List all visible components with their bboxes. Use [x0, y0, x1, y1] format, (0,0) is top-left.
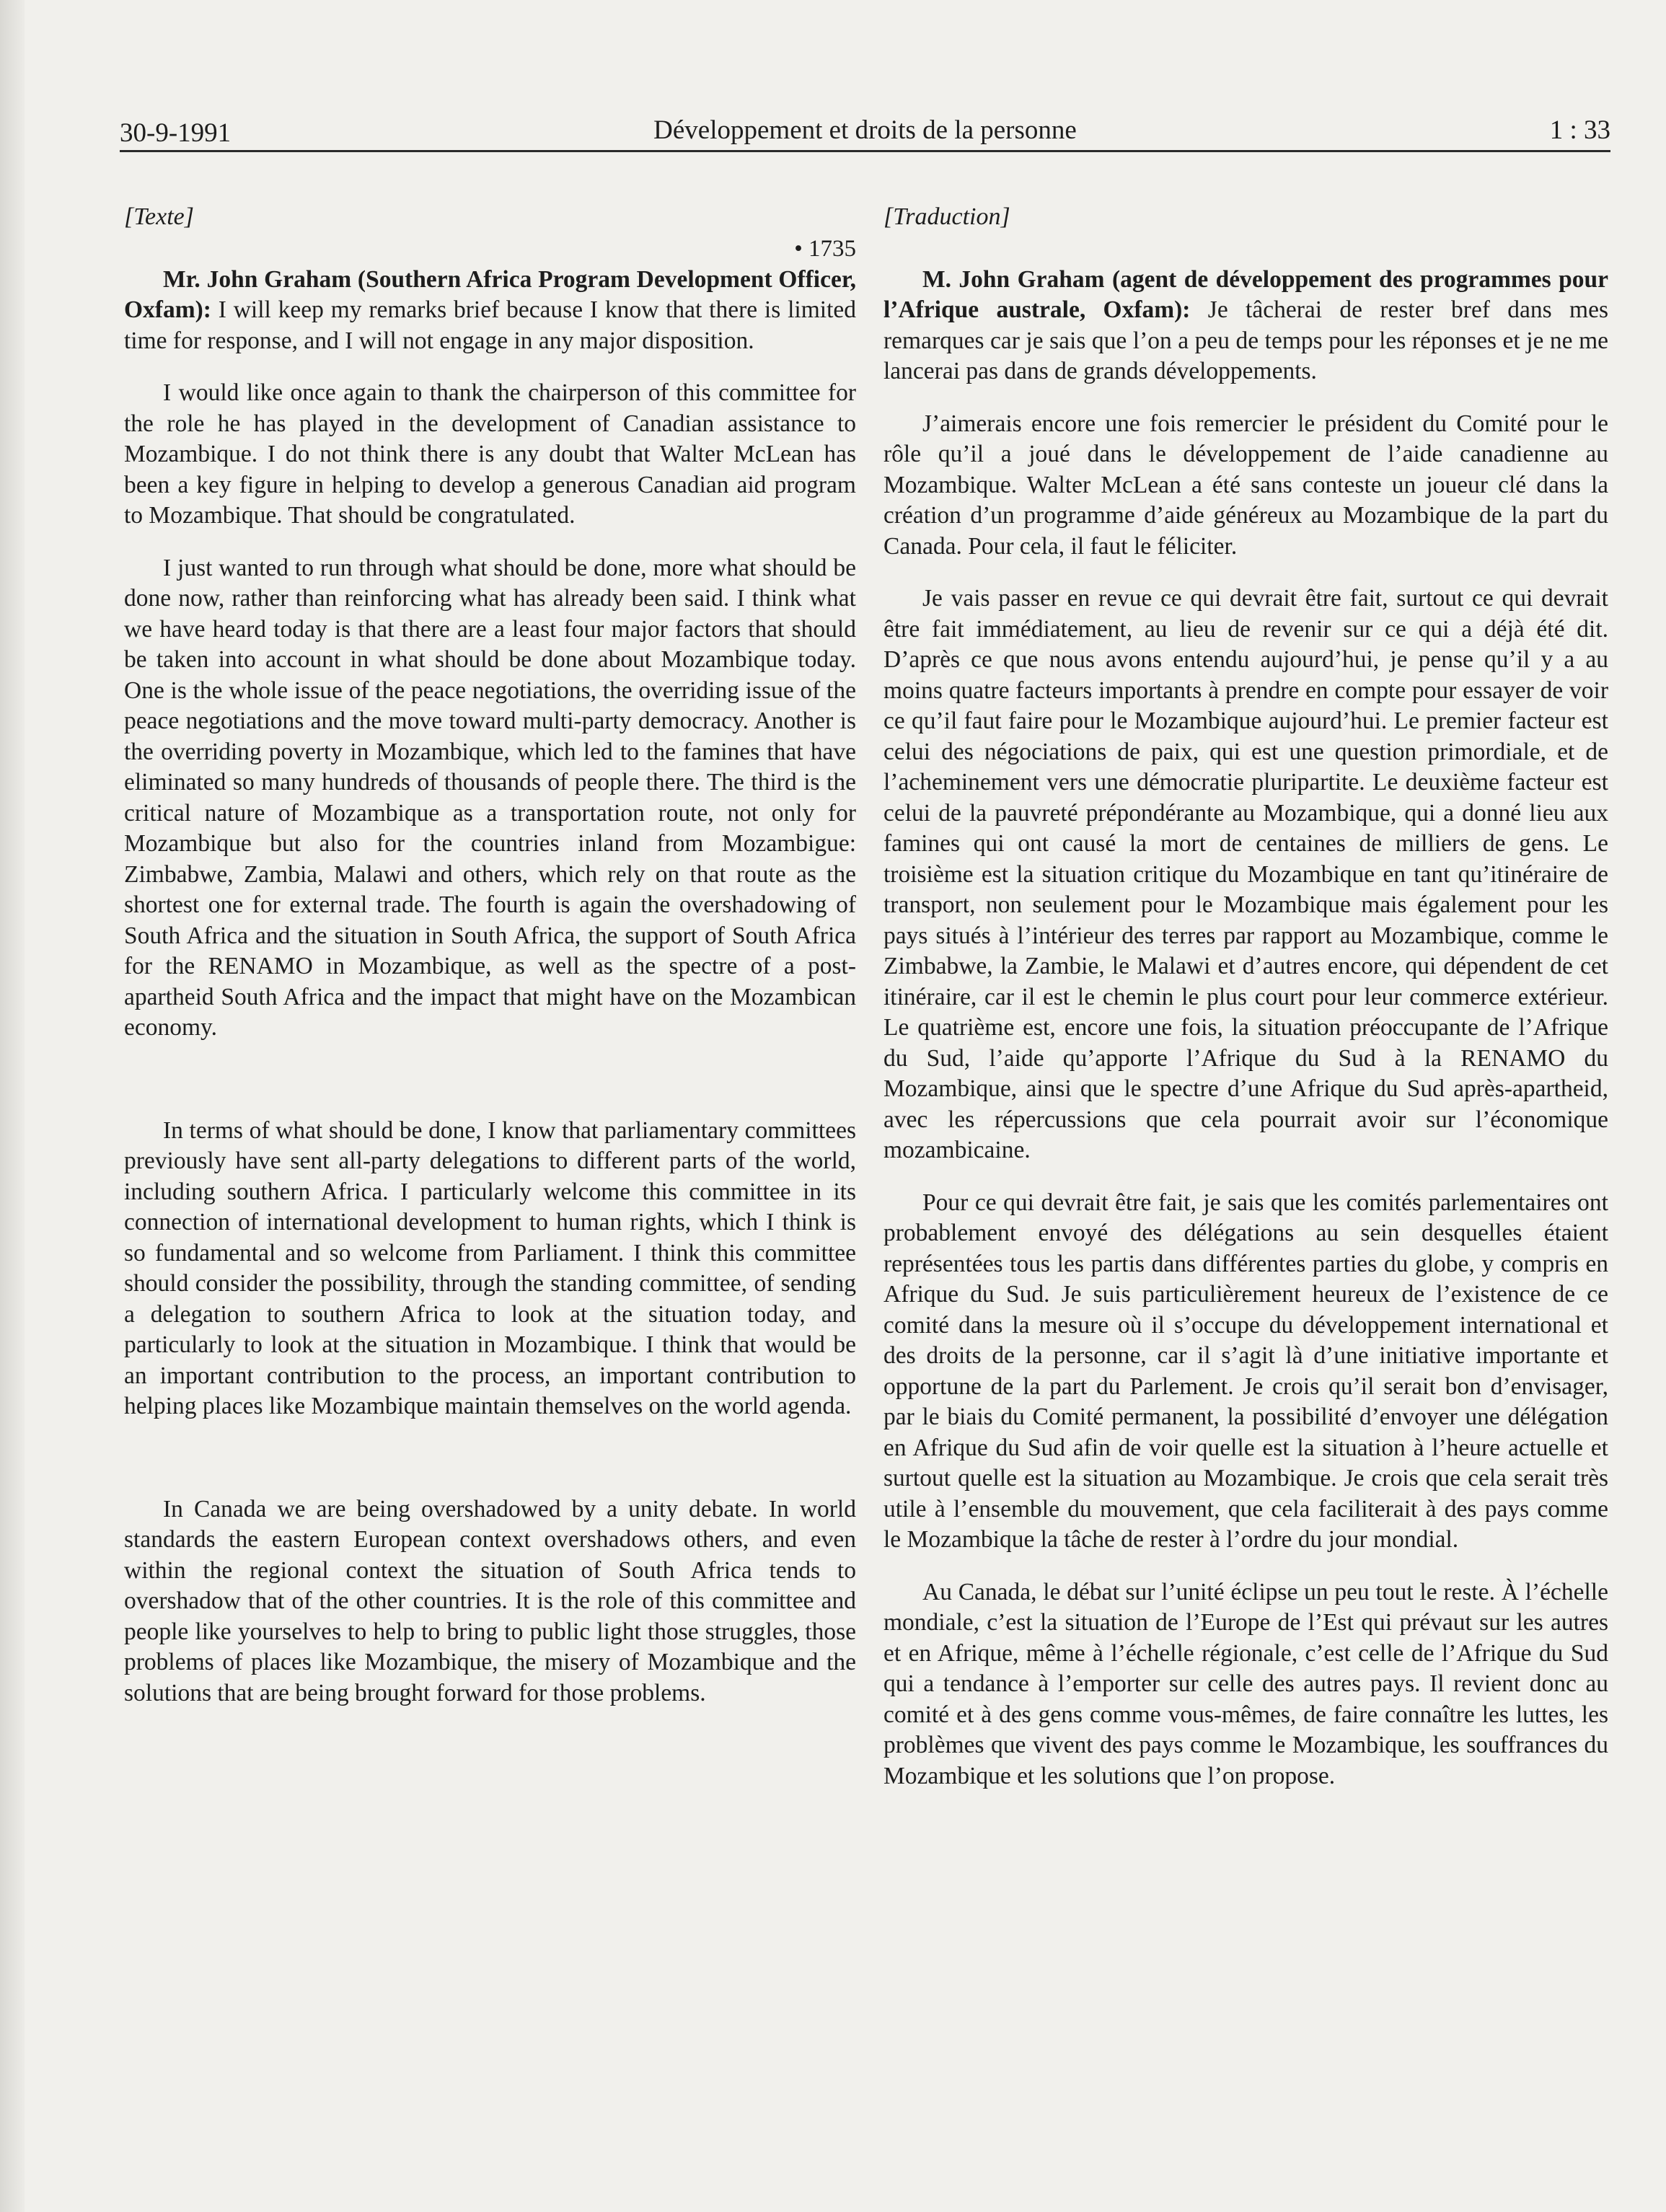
speaker-name: Mr. John Graham (Southern Africa Program Development Officer, Oxfam): — [124, 265, 856, 323]
paragraph-1 — [883, 265, 1608, 387]
paragraph-5: Au Canada, le débat sur l’unité éclipse un peu tout le reste. À l’échelle mondiale, c’est la situation de l’Europe de l’Est qui prévaut sur les autres et en Afrique, même à l’échelle régionale, c’est celle de l’Afrique du Sud qui a tendance à l’emporter sur celle des autres pays. Il revient donc au comité et à des gens comme vous-mêmes, de faire connaître les luttes, les problèmes que vivent des pays comme le Mozambique, les souffrances du Mozambique et les solutions que l’on propose. — [883, 1578, 1608, 1789]
paragraph-1-text: Je tâcherai de rester bref dans mes remarques car je sais que l’on a peu de temps pour les réponses et je ne me lancerai pas dans de grands développements. — [883, 296, 1609, 384]
language-label: [Texte] — [124, 203, 194, 230]
header-title: Développement et droits de la personne — [653, 115, 1077, 145]
header-date: 30-9-1991 — [120, 118, 232, 148]
paragraph-5: In Canada we are being overshadowed by a unity debate. In world standards the eastern European context overshadows others, and even within the regional context the situation of South Africa tends to overshadow that of the other countries. It is the role of this committee and people like yourselves to help to bring to public light those struggles, those problems of places like Mozambique, the misery of Mozambique and the solutions that are being brought forward for those problems. — [124, 1495, 856, 1706]
header-rule — [120, 150, 1610, 152]
paragraph-1 — [124, 265, 856, 357]
paragraph-3: I just wanted to run through what should be done, more what should be done now, rather than reinforcing what has already been said. I think what we have heard today is that there are a least four major factors that should be taken into account in what should be done about Mozambique today. One is the whole issue of the peace negotiations, the overriding issue of the peace negotiations and the move toward multi-party democracy. Another is the overriding poverty in Mozambique, which led to the famines that have eliminated so many hundreds of thousands of people there. The third is the critical nature of Mozambique as a transportation route, not only for Mozambique but also for the countries inland from Mozambigue: Zimbabwe, Zambia, Malawi and others, which rely on that route as the shortest one for external trade. The fourth is again the overshadowing of South Africa and the situation in South Africa, the support of South Africa for the RENAMO in Mozambique, as well as the spectre of a post-apartheid South Africa and the impact that might have on the Mozambican economy. — [124, 554, 856, 1041]
page-header — [120, 107, 1610, 153]
paragraph-3: Je vais passer en revue ce qui devrait être fait, surtout ce qui devrait être fait immédiatement, au lieu de revenir sur ce qui a déjà été dit. D’après ce que nous avons entendu aujourd’hui, je pense qu’il y a au moins quatre facteurs importants à prendre en compte pour essayer de voir ce qu’il faut faire pour le Mozambique aujourd’hui. Le premier facteur est celui des négociations de paix, qui est une question primordiale, et de l’acheminement vers une démocratie pluripartite. Le deuxième facteur est celui de la pauvreté prépondérante au Mozambique, qui a donné lieu aux famines qui ont causé la mort de centaines de milliers de gens. Le troisième est la situation critique du Mozambique en tant qu’itinéraire de transport, non seulement pour le Mozambique mais également pour les pays situés à l’intérieur des terres par rapport au Mozambique, comme le Zimbabwe, la Zambie, le Malawi et d’autres encore, qui dépendent de cet itinéraire, car il est le chemin le plus court pour leur commerce extérieur. Le quatrième est, encore une fois, la situation préoccupante de l’Afrique du Sud, l’aide qu’apporte l’Afrique du Sud à la RENAMO du Mozambique, ainsi que le spectre d’une Afrique du Sud après-apartheid, avec les répercussions que cela pourrait avoir sur l’économique mozambicaine. — [883, 585, 1608, 1163]
french-column — [883, 202, 1608, 1792]
paragraph-4: In terms of what should be done, I know that parliamentary committees previously have sent all-party delegations to different parts of the world, including southern Africa. I particularly welcome this committee in its connection of international development to human rights, which I think is so fundamental and so welcome from Parliament. I think this committee should consider the possibility, through the standing committee, of sending a delegation to southern Africa to look at the situation today, and particularly to look at the situation in Mozambique. I think that would be an important contribution to the process, an important contribution to helping places like Mozambique maintain themselves on the world agenda. — [124, 1116, 856, 1419]
language-label: [Traduction] — [883, 203, 1010, 230]
speaker-name: M. John Graham (agent de développement des programmes pour l’Afrique australe, Oxfam): — [883, 265, 1608, 323]
paragraph-1-text: I will keep my remarks brief because I know that there is limited time for response, and I will not engage in any major disposition. — [124, 296, 856, 354]
header-page-number: 1 : 33 — [1549, 115, 1610, 145]
time-mark: • 1735 — [794, 235, 856, 262]
english-column — [124, 202, 856, 1709]
paragraph-4: Pour ce qui devrait être fait, je sais que les comités parlementaires ont probablement envoyé des délégations au sein desquelles étaient représentées tous les partis dans différentes parties du globe, y compris en Afrique du Sud. Je suis particulièrement heureux de l’existence de ce comité dans la mesure où il s’occupe du développement international et des droits de la personne, car il s’agit là d’une initiative importante et opportune de la part du Parlement. Je crois qu’il serait bon d’envisager, par le biais du Comité permanent, la possibilité d’envoyer une délégation en Afrique du Sud afin de voir quelle est la situation à l’heure actuelle et surtout quelle est la situation au Mozambique. Je crois que cela serait très utile à l’ensemble du mouvement, que cela faciliterait à des pays comme le Mozambique la tâche de rester à l’ordre du jour mondial. — [883, 1189, 1608, 1553]
paragraph-2: J’aimerais encore une fois remercier le président du Comité pour le rôle qu’il a joué dans le développement de l’aide canadienne au Mozambique. Walter McLean a été sans conteste un joueur clé dans la création d’un programme d’aide généreux au Mozambique de la part du Canada. Pour cela, il faut le féliciter. — [883, 410, 1608, 560]
page-edge — [0, 0, 25, 2212]
paragraph-2: I would like once again to thank the chairperson of this committee for the role he has played in the development of Canadian assistance to Mozambique. I do not think there is any doubt that Walter McLean has been a key figure in helping to develop a generous Canadian aid program to Mozambique. That should be congratulated. — [124, 379, 856, 529]
